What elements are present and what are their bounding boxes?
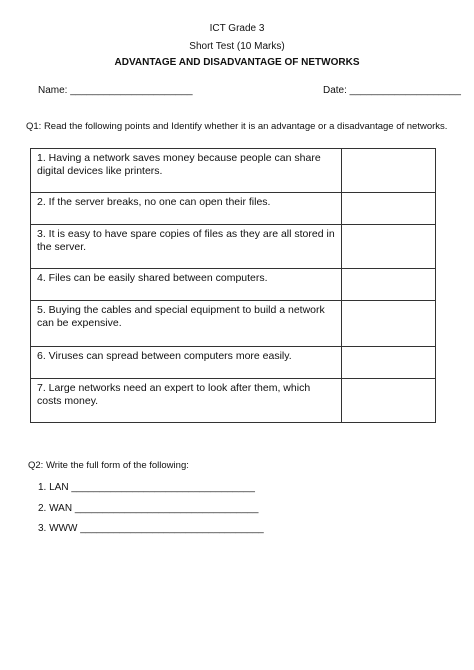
table-row <box>31 225 436 269</box>
statement-cell: 1. Having a network saves money because people can share digital devices like printers. <box>31 149 342 193</box>
table-row <box>31 149 436 193</box>
answer-cell[interactable] <box>342 149 436 193</box>
statement-cell: 2. If the server breaks, no one can open their files. <box>31 193 342 225</box>
table-row <box>31 301 436 347</box>
statement-cell: 7. Large networks need an expert to look after them, which costs money. <box>31 379 342 423</box>
q2-item-www[interactable]: 3. WWW _________________________________ <box>38 523 264 534</box>
answer-cell[interactable] <box>342 301 436 347</box>
statement-cell: 3. It is easy to have spare copies of files as they are all stored in the server. <box>31 225 342 269</box>
q1-prompt: Q1: Read the following points and Identify whether it is an advantage or a disadvantage of networks. <box>26 121 448 132</box>
table-row <box>31 193 436 225</box>
answer-cell[interactable] <box>342 193 436 225</box>
page-title: ADVANTAGE AND DISADVANTAGE OF NETWORKS <box>114 57 360 68</box>
grade-heading: ICT Grade 3 <box>209 23 265 34</box>
q1-table <box>30 148 436 423</box>
date-field[interactable]: Date: ____________________ <box>323 85 461 96</box>
test-heading: Short Test (10 Marks) <box>189 41 285 52</box>
table-row <box>31 269 436 301</box>
answer-cell[interactable] <box>342 225 436 269</box>
answer-cell[interactable] <box>342 269 436 301</box>
q2-prompt: Q2: Write the full form of the following: <box>28 460 189 471</box>
statement-cell: 4. Files can be easily shared between computers. <box>31 269 342 301</box>
answer-cell[interactable] <box>342 347 436 379</box>
answer-cell[interactable] <box>342 379 436 423</box>
statement-cell: 6. Viruses can spread between computers more easily. <box>31 347 342 379</box>
table-row <box>31 379 436 423</box>
table-row <box>31 347 436 379</box>
statement-cell: 5. Buying the cables and special equipment to build a network can be expensive. <box>31 301 342 347</box>
q2-item-lan[interactable]: 1. LAN _________________________________ <box>38 482 255 493</box>
q2-item-wan[interactable]: 2. WAN _________________________________ <box>38 503 259 514</box>
name-field[interactable]: Name: ______________________ <box>38 85 193 96</box>
